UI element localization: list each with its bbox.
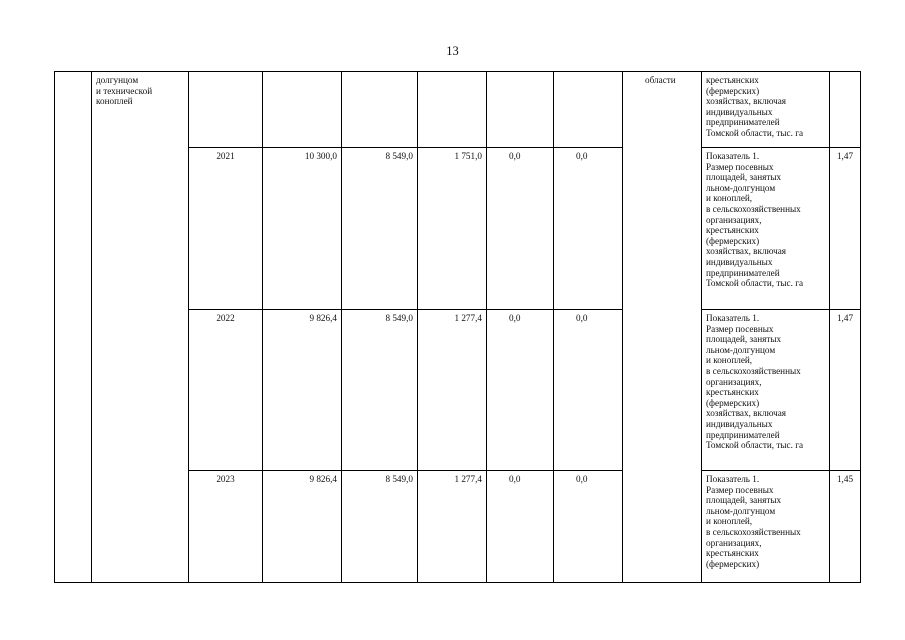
- executor-cell: области: [623, 72, 702, 583]
- federal-budget-cell: [342, 72, 418, 148]
- other-sources-cell: 0,0: [554, 310, 623, 471]
- federal-budget-cell: 8 549,0: [342, 471, 418, 583]
- regional-budget-cell: 1 277,4: [418, 310, 487, 471]
- regional-budget-cell: 1 751,0: [418, 148, 487, 310]
- indicator-value-cell: 1,47: [830, 310, 861, 471]
- measure-name-cell: долгунцом и технической коноплей: [92, 72, 189, 583]
- other-sources-cell: 0,0: [554, 471, 623, 583]
- total-cell: [263, 72, 342, 148]
- regional-budget-cell: [418, 72, 487, 148]
- page-number: 13: [446, 44, 459, 58]
- year-cell: 2023: [189, 471, 263, 583]
- year-cell: 2022: [189, 310, 263, 471]
- indicator-value-cell: [830, 72, 861, 148]
- indicator-cell: крестьянских (фермерских) хозяйствах, включая индивидуальных предпринимателей Томской области, тыс. га: [702, 72, 830, 148]
- table-row-continuation: [55, 72, 861, 148]
- indicator-cell: Показатель 1. Размер посевных площадей, занятых льном-долгунцом и коноплей, в сельскохозяйственных организациях, крестьянских (фермерских) хозяйствах, включая индивидуальных предпринимателей Томской области, тыс. га: [702, 148, 830, 310]
- local-budget-cell: 0,0: [487, 471, 554, 583]
- total-cell: 9 826,4: [263, 310, 342, 471]
- other-sources-cell: [554, 72, 623, 148]
- federal-budget-cell: 8 549,0: [342, 310, 418, 471]
- regional-budget-cell: 1 277,4: [418, 471, 487, 583]
- local-budget-cell: 0,0: [487, 310, 554, 471]
- other-sources-cell: 0,0: [554, 148, 623, 310]
- indicator-cell: Показатель 1. Размер посевных площадей, занятых льном-долгунцом и коноплей, в сельскохозяйственных организациях, крестьянских (фермерских) хозяйствах, включая индивидуальных предпринимателей Томской области, тыс. га: [702, 310, 830, 471]
- total-cell: 10 300,0: [263, 148, 342, 310]
- year-cell: 2021: [189, 148, 263, 310]
- year-cell: [189, 72, 263, 148]
- local-budget-cell: 0,0: [487, 148, 554, 310]
- local-budget-cell: [487, 72, 554, 148]
- indicator-value-cell: 1,47: [830, 148, 861, 310]
- indicator-cell: Показатель 1. Размер посевных площадей, занятых льном-долгунцом и коноплей, в сельскохозяйственных организациях, крестьянских (фермерских): [702, 471, 830, 583]
- indicator-value-cell: 1,45: [830, 471, 861, 583]
- total-cell: 9 826,4: [263, 471, 342, 583]
- row-number-cell: [55, 72, 92, 583]
- program-table: [54, 71, 861, 583]
- federal-budget-cell: 8 549,0: [342, 148, 418, 310]
